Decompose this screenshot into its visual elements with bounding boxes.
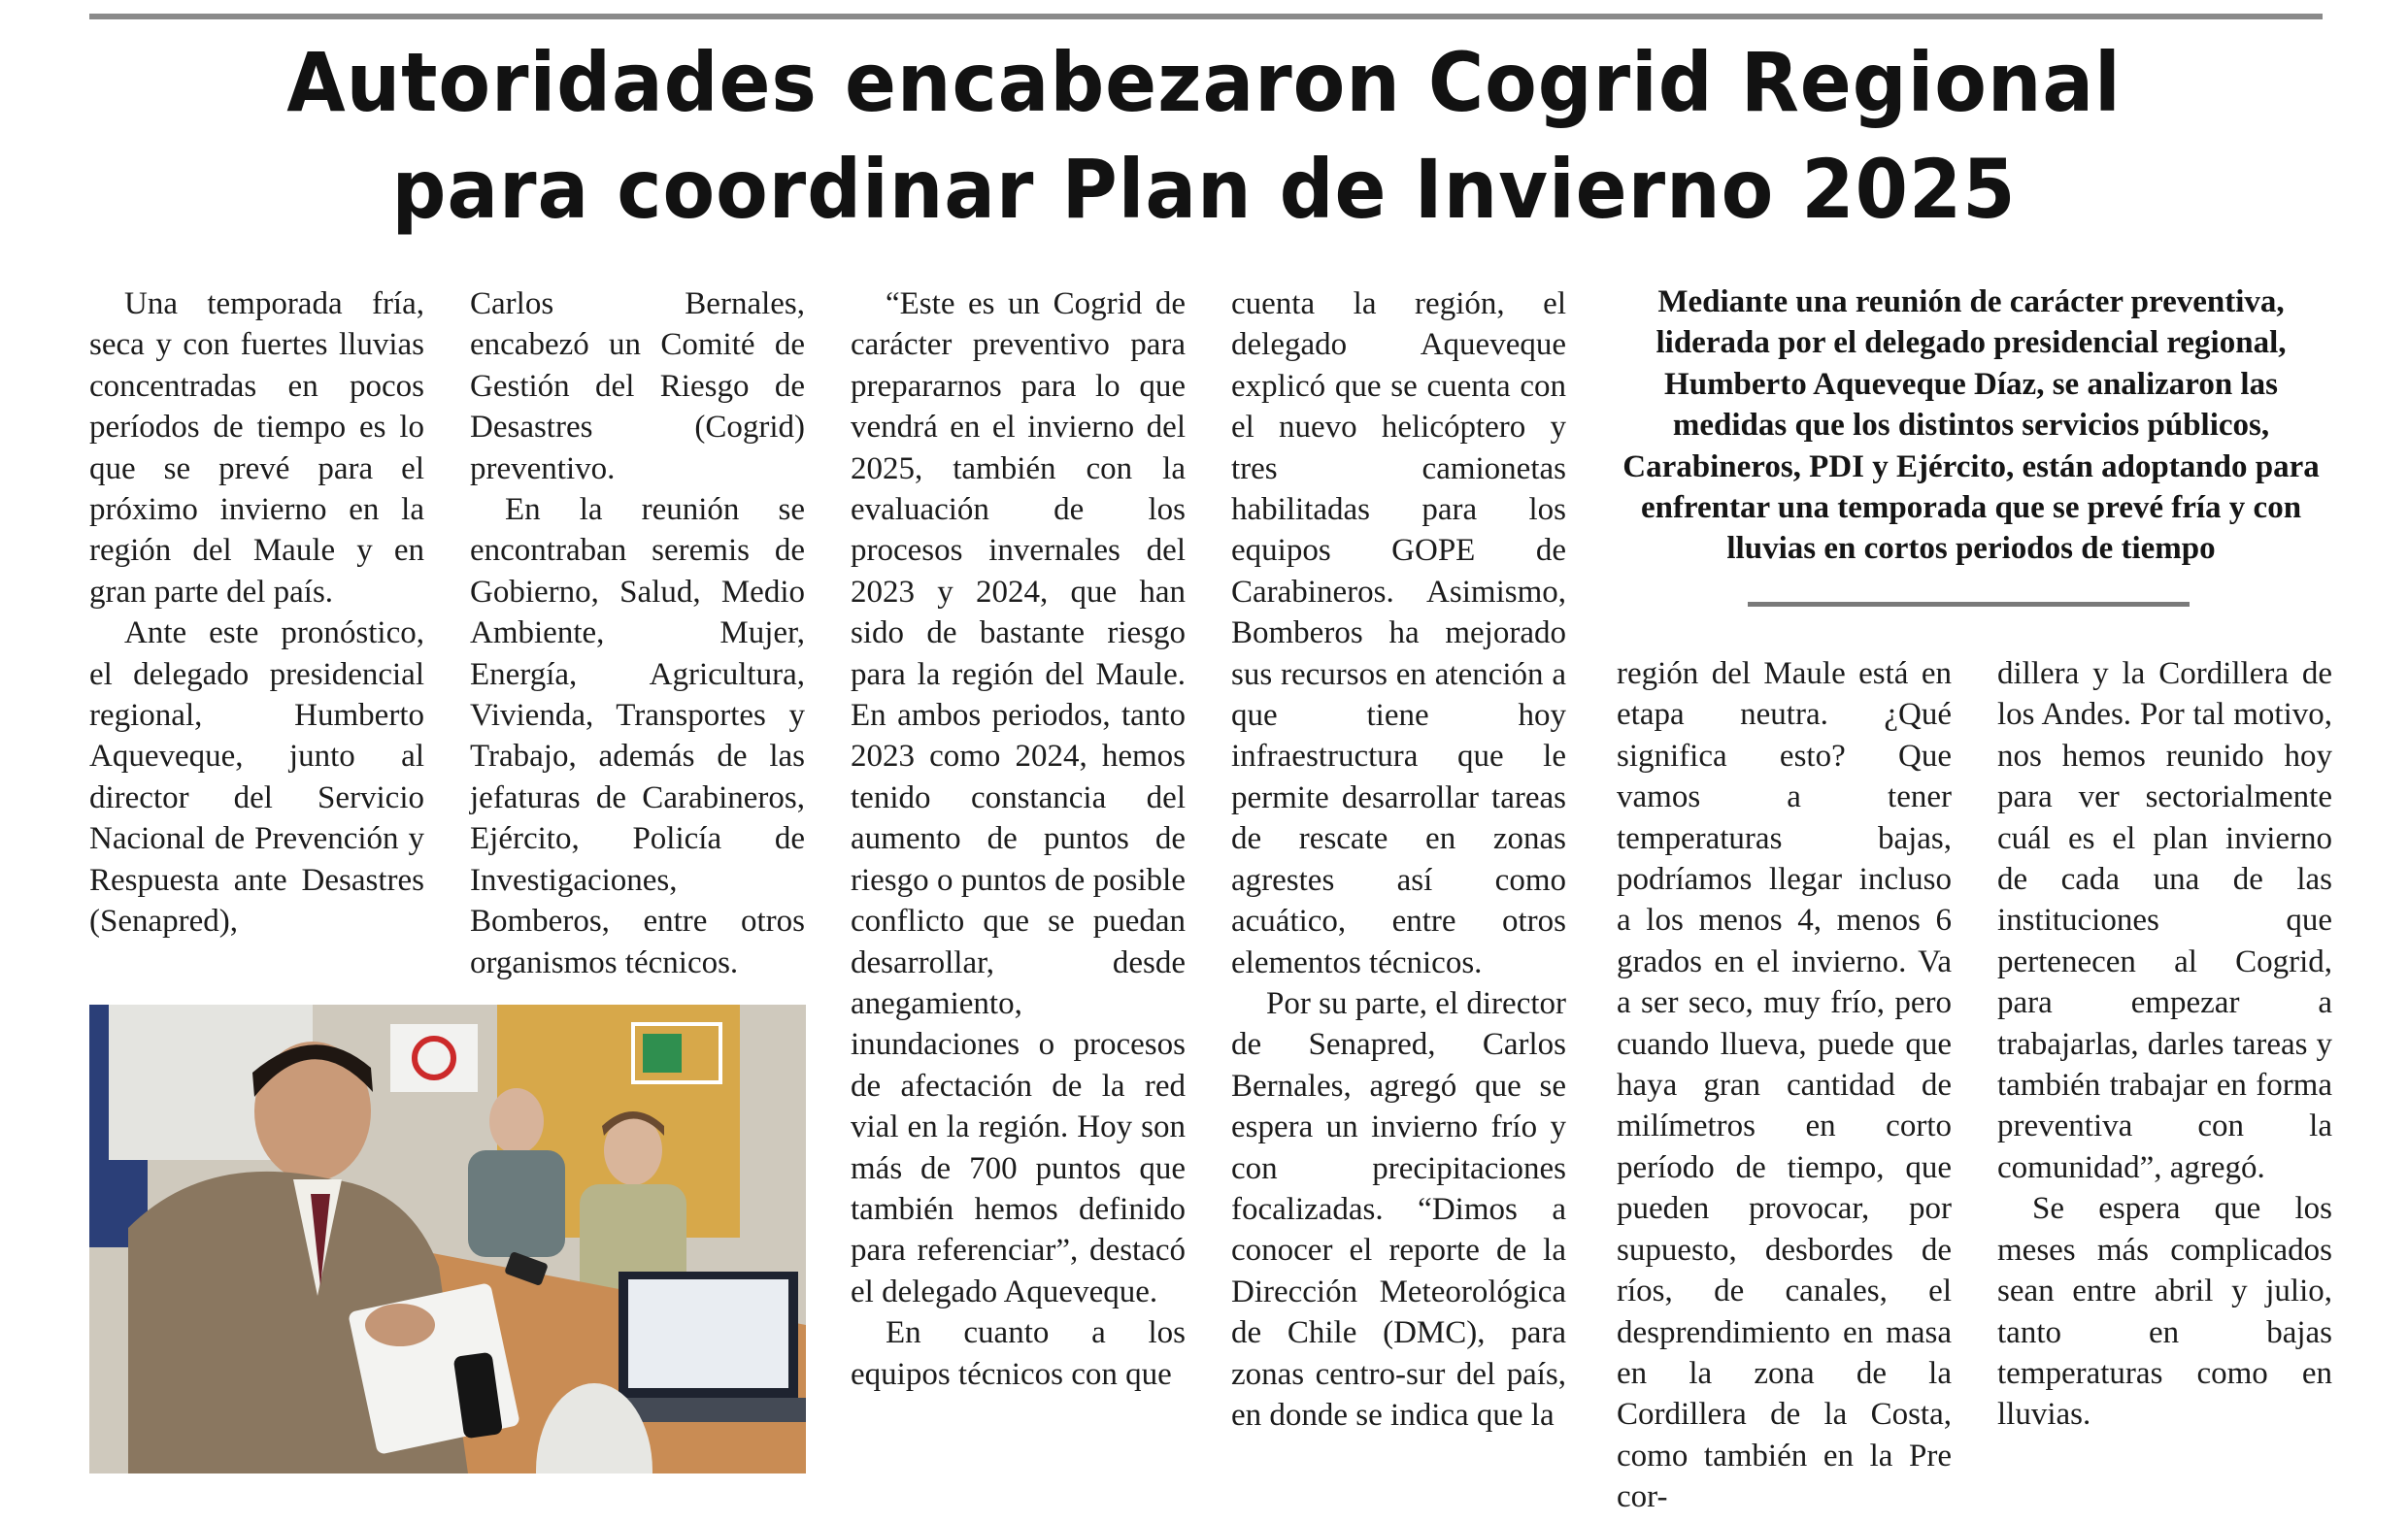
meeting-photo-illustration [89,1005,806,1473]
paragraph: En cuanto a los equipos técnicos con que [851,1315,1186,1392]
article-column-6 [1997,653,2332,1436]
paragraph: Ante este pronóstico, el delegado presidencial regional, Humberto Aqueveque, junto al director del Servicio Nacional de Prevención y Respuesta ante Desastres (Senapred), [89,615,424,940]
meeting-photo [89,1005,806,1473]
paragraph: región del Maule está en etapa neutra. ¿Qué significa esto? Que vamos a tener temperaturas bajas, podríamos llegar incluso a los menos 4, menos 6 grados en el invierno. Va a ser seco, muy frío, pero cuando llueva, puede que haya gran cantidad de milímetros en corto período de tiempo, que pueden provocar, por supuesto, desbordes de ríos, de canales, el desprendimiento en masa en la zona de la Cordillera de la Costa, como también en la Pre cor- [1617,656,1952,1515]
article-column-1 [89,283,424,943]
paragraph: En la reunión se encontraban seremis de Gobierno, Salud, Medio Ambiente, Mujer, Energía, Agricultura, Vivienda, Transportes y Trabajo, además de las jefaturas de Carabineros, Ejército, Policía de Investigaciones, Bomberos, entre otros organismos técnicos. [470,492,805,980]
lead-paragraph: Mediante una reunión de carácter preventiva, liderada por el delegado presidencial regional, Humberto Aqueveque Díaz, se analizaron las medidas que los distintos servicios públicos, Carabineros, PDI y Ejército, están adoptando para enfrentar una temporada que se prevé fría y con lluvias en cortos periodos de tiempo [1622,284,2320,567]
headline-line-2: para coordinar Plan de Invierno 2025 [391,142,2017,237]
headline-line-1: Autoridades encabezaron Cogrid Regional [286,35,2122,130]
article-column-3 [851,283,1186,1395]
paragraph: “Este es un Cogrid de carácter preventivo para prepararnos para lo que vendrá en el invierno del 2025, también con la evaluación de los procesos invernales del 2023 y 2024, que han sido de bastante riesgo para la región del Maule. En ambos periodos, tanto 2023 como 2024, hemos tenido constancia del aumento de puntos de riesgo o puntos de posible conflicto que se puedan desarrollar, desde anegamiento, inundaciones o procesos de afectación de la red vial en la región. Hoy son más de 700 puntos que también hemos definido para referenciar”, destacó el delegado Aqueveque. [851,286,1186,1309]
lead-rule [1748,602,2190,607]
paragraph: cuenta la región, el delegado Aqueveque explicó que se cuenta con el nuevo helicóptero y tres camionetas habilitadas para los equipos GOPE de Carabineros. Asimismo, Bomberos ha mejorado sus recursos en atención a que tiene hoy infraestructura que le permite desarrollar tareas de rescate en zonas agrestes así como acuático, entre otros elementos técnicos. [1231,286,1566,980]
article-column-4 [1231,283,1566,1436]
top-rule [89,14,2323,19]
article-column-2 [470,283,805,983]
paragraph: Por su parte, el director de Senapred, Carlos Bernales, agregó que se espera un invierno frío y con precipitaciones focalizadas. “Dimos a conocer el reporte de la Dirección Meteorológica de Chile (DMC), para zonas centro-sur del país, en donde se indica que la [1231,985,1566,1433]
paragraph: dillera y la Cordillera de los Andes. Por tal motivo, nos hemos reunido hoy para ver sectorialmente cuál es el plan invierno de cada una de las instituciones que pertenecen al Cogrid, para empezar a trabajarlas, darles tareas y también trabajar en forma preventiva con la comunidad”, agregó. [1997,656,2332,1185]
headline [84,29,2324,243]
paragraph: Una temporada fría, seca y con fuertes lluvias concentradas en pocos períodos de tiempo es lo que se prevé para el próximo invierno en la región del Maule y en gran parte del país. [89,286,424,610]
paragraph: Carlos Bernales, encabezó un Comité de Gestión del Riesgo de Desastres (Cogrid) preventivo. [470,286,805,486]
paragraph: Se espera que los meses más complicados sean entre abril y julio, tanto en bajas temperaturas como en lluvias. [1997,1191,2332,1433]
article-column-5 [1617,653,1952,1518]
